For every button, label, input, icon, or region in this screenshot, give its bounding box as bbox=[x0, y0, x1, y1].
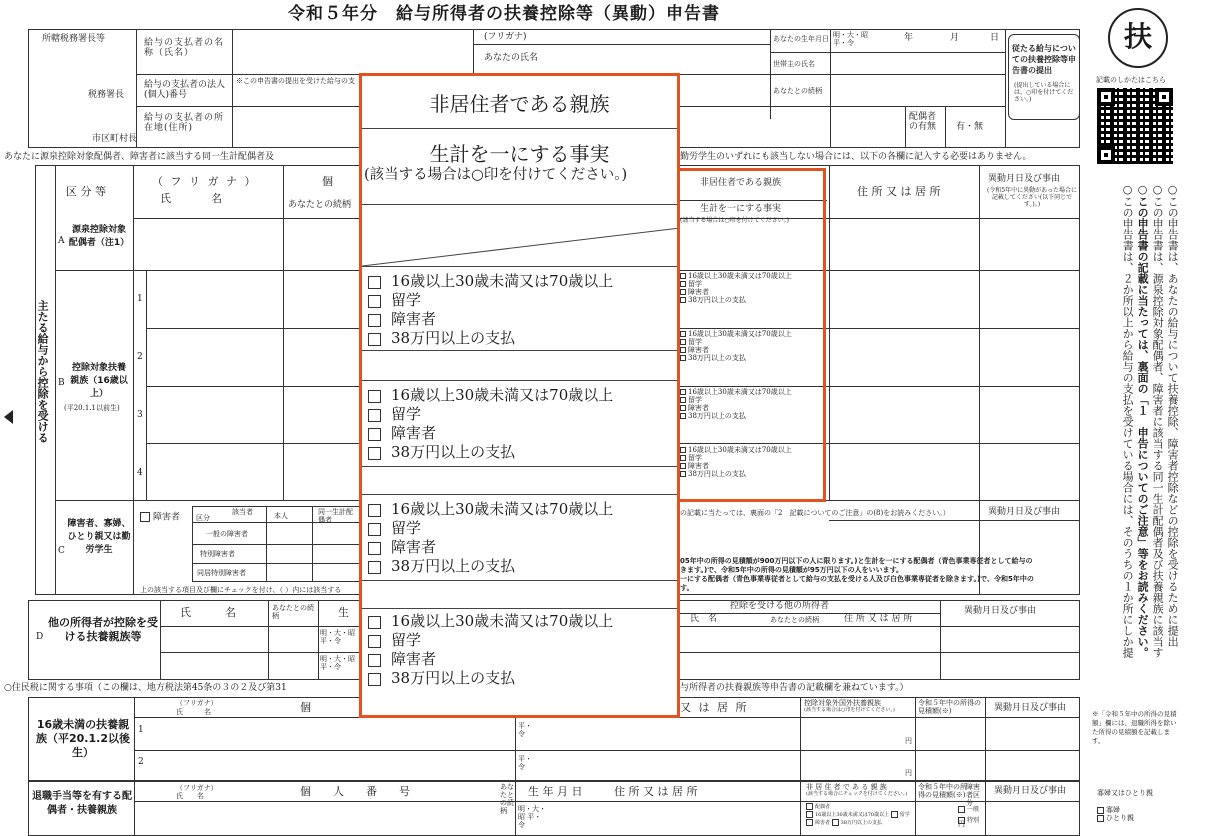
zoom-option[interactable]: 16歳以上30歳未満又は70歳以上 bbox=[368, 500, 613, 519]
right-note-2: ○この申告書は、源泉控除対象配偶者、障害者に該当する同一生計配偶者及び扶養親族に該当す bbox=[1151, 183, 1165, 658]
section-d-label: 他の所得者が控除を受ける扶養親族等 bbox=[48, 616, 158, 643]
small-option[interactable]: 16歳以上30歳未満又は70歳以上 bbox=[680, 446, 792, 454]
payer-number-note: ※この申告書の提出を受けた給与の支 bbox=[236, 77, 355, 85]
small-option[interactable]: 16歳以上30歳未満又は70歳以上 bbox=[680, 272, 792, 280]
employer-box-label: 従たる給与についての扶養控除等申告書の提出 bbox=[1012, 44, 1076, 75]
retire-opt[interactable]: 16歳以上30歳未満又は70歳以上 留学 bbox=[806, 811, 910, 819]
under16-nonres-note: (該当する場合は○印を付けてください。) bbox=[804, 707, 895, 713]
row-c-letter: C bbox=[58, 546, 65, 556]
row-c-note: 上の該当する項目及び欄にチェックを付け、（ ）内には該当する bbox=[140, 586, 342, 594]
badge-label: 扶 bbox=[1123, 20, 1152, 53]
resident-tax-line-end: 与所得者の扶養親族等申告書の記載欄を兼ねています。） bbox=[680, 683, 909, 693]
under16-yen-2: 円 bbox=[905, 769, 912, 777]
under16-income: 令和５年中の所得の見積額(※) bbox=[918, 699, 981, 716]
small-option[interactable]: 留学 bbox=[680, 280, 792, 288]
retire-furigana: （フリガナ） bbox=[176, 784, 218, 792]
employer-box-note: (提出している場合には、○印を付けてください。) bbox=[1014, 82, 1074, 103]
disabled-checkbox[interactable] bbox=[140, 512, 180, 523]
under16-individual: 個 bbox=[300, 701, 311, 714]
row-c-note-4: す。 bbox=[680, 584, 694, 592]
row-a-label: 源泉控除対象配偶者（注1） bbox=[68, 225, 130, 248]
widow-opt[interactable]: 寡婦 bbox=[1097, 806, 1134, 814]
under16-row-2: 2 bbox=[138, 757, 144, 767]
section-d-change: 異動月日及び事由 bbox=[964, 606, 1037, 616]
row-b-note: (平20.1.1以前生) bbox=[64, 404, 120, 412]
spouse-label: 配偶者の有無 bbox=[909, 112, 937, 133]
zoom-option[interactable]: 38万円以上の支払 bbox=[368, 443, 613, 462]
zoom-option[interactable]: 16歳以上30歳未満又は70歳以上 bbox=[368, 612, 613, 631]
under16-furigana: （フリガナ） bbox=[176, 699, 218, 707]
small-option[interactable]: 留学 bbox=[680, 338, 792, 346]
row-c-label: 障害者、寡婦、ひとり親又は勤労学生 bbox=[67, 519, 131, 555]
retire-era: 明・大・昭 平・令 bbox=[518, 805, 546, 830]
row-number-3: 3 bbox=[137, 410, 143, 420]
row-number-2: 2 bbox=[137, 352, 143, 362]
row-c-note-1: 05年中の所得の見積額が900万円以下の人に限ります。)と生計を一にする配偶者（青色事業専従者として給与の bbox=[680, 557, 1033, 565]
row-number-4: 4 bbox=[137, 468, 143, 478]
highlight-frame bbox=[674, 168, 826, 502]
badge bbox=[1108, 8, 1168, 68]
disabled-grid-self: 本人 bbox=[274, 512, 288, 520]
under16-era-2: 平・令 bbox=[518, 755, 532, 772]
small-option[interactable]: 障害者 bbox=[680, 404, 792, 412]
retire-name: 氏 名 bbox=[176, 792, 204, 800]
zoom-options-1 bbox=[368, 272, 613, 348]
small-option[interactable]: 留学 bbox=[680, 396, 792, 404]
form-title: 令和５年分 給与所得者の扶養控除等（異動）申告書 bbox=[288, 4, 720, 24]
payer-number-label: 給与の支払者の法人(個人)番号 bbox=[144, 80, 226, 101]
zoom-option[interactable]: 障害者 bbox=[368, 424, 613, 443]
under16-label: 16歳未満の扶養親族（平20.1.2以後生） bbox=[36, 718, 130, 759]
qr-finder-icon bbox=[1097, 146, 1115, 164]
zoom-options-2 bbox=[368, 386, 613, 462]
small-option[interactable]: 障害者 bbox=[680, 288, 792, 296]
col-name: 氏 名 bbox=[160, 192, 228, 205]
retire-income: 令和５年中の所得の見積額(※) bbox=[918, 783, 967, 800]
retire-relation: あなたとの続柄 bbox=[500, 783, 514, 816]
disabled-grid-special: 特別障害者 bbox=[200, 550, 235, 558]
col-change-note: (令和5年中に異動があった場合に記載してください(以下同じです。)。) bbox=[986, 187, 1078, 208]
section-d-era-2: 明・大・昭 平・令 bbox=[320, 655, 355, 672]
section-d-other-name: 氏 名 bbox=[690, 614, 718, 624]
zoom-option[interactable]: 留学 bbox=[368, 519, 613, 538]
under16-name: 氏 名 bbox=[176, 708, 211, 716]
disabled-grid-cohab: 同居特別障害者 bbox=[197, 569, 246, 577]
zoom-option[interactable]: 留学 bbox=[368, 405, 613, 424]
main-side-label: 主たる給与から控除を受ける bbox=[36, 300, 50, 443]
city-label: 市区町村長 bbox=[92, 134, 138, 144]
small-option[interactable]: 留学 bbox=[680, 454, 792, 462]
zoom-option[interactable]: 38万円以上の支払 bbox=[368, 557, 613, 576]
small-option[interactable]: 障害者 bbox=[680, 346, 792, 354]
row-c-note-3: 一にする配偶者（青色事業専従者として給与の支払を受ける人及び白色事業専従者を除きます。)で、令和5年中の bbox=[680, 575, 1034, 583]
birthdate-label: あなたの生年月日 bbox=[773, 35, 829, 43]
col-relation: あなたとの続柄 bbox=[288, 200, 352, 210]
small-option[interactable]: 16歳以上30歳未満又は70歳以上 bbox=[680, 388, 792, 396]
retire-opts bbox=[806, 803, 910, 827]
payer-address-label: 給与の支払者の所在地(住所) bbox=[144, 113, 225, 134]
relationship-label: あなたとの続柄 bbox=[773, 87, 822, 95]
row-c-change: 異動月日及び事由 bbox=[988, 507, 1061, 517]
zoom-title-nonresident: 非居住者である親族 bbox=[429, 92, 610, 116]
under16-row-1: 1 bbox=[138, 725, 144, 735]
zoom-diagonal bbox=[362, 226, 680, 268]
disabled-grid-target: 該当者 bbox=[232, 508, 253, 516]
right-note-1: ○この申告書は、あなたの給与について扶養控除、障害者控除などの控除を受けるために提出 bbox=[1166, 183, 1180, 647]
row-a-letter: A bbox=[58, 236, 65, 246]
row-c-note-2: きます。)で、令和5年中の所得の見積額が95万円以下の人をいいます。 bbox=[680, 566, 904, 574]
zoom-note: (該当する場合は○印を付けてください。) bbox=[364, 167, 628, 183]
right-note-4: ○この申告書は、２か所以上から給与の支払を受けている場合には、そのうちの１か所にしか提 bbox=[1121, 183, 1135, 658]
zoom-option[interactable]: 障害者 bbox=[368, 310, 613, 329]
under16-nonres: 控除対象外国外扶養親族 bbox=[804, 699, 881, 707]
right-note-3: ○この申告書の記載に当たっては、裏面の「１ 申告についてのご注意」等をお読みください。 bbox=[1136, 183, 1150, 658]
disabled-grid-spouse: 同一生計配偶者 bbox=[318, 508, 353, 525]
small-livelihood-note: (該当する場合は○印を付けてください。) bbox=[680, 217, 789, 224]
retire-opt[interactable]: 障害者 38万円以上の支払 bbox=[806, 819, 910, 827]
under16-note: ※「令和５年中の所得の見積額」欄には、退職所得を除いた所得の見積額を記載します。 bbox=[1092, 710, 1177, 745]
small-option[interactable]: 38万円以上の支払 bbox=[680, 470, 792, 478]
section-d-birth: 生 bbox=[338, 606, 349, 619]
furigana-label: (フリガナ) bbox=[484, 32, 527, 42]
retire-birth: 生 年 月 日 bbox=[528, 785, 583, 798]
small-livelihood-title: 生計を一にする事実 bbox=[700, 204, 782, 214]
tax-office-suffix: 税務署長 bbox=[88, 90, 125, 100]
zoom-callout bbox=[359, 73, 680, 718]
retire-widow: 寡婦又はひとり親 bbox=[1097, 789, 1153, 797]
year-label: 年 bbox=[904, 33, 914, 43]
retire-widow-opts bbox=[1097, 806, 1134, 822]
tax-office-label: 所轄税務署長等 bbox=[42, 34, 106, 44]
zoom-option[interactable]: 38万円以上の支払 bbox=[368, 669, 613, 688]
zoom-option[interactable]: 留学 bbox=[368, 631, 613, 650]
qr-finder-icon bbox=[1097, 88, 1115, 106]
col-change: 異動月日及び事由 bbox=[988, 174, 1061, 184]
zoom-option[interactable]: 16歳以上30歳未満又は70歳以上 bbox=[368, 386, 613, 405]
under16-yen-1: 円 bbox=[905, 737, 912, 745]
row-number-1: 1 bbox=[137, 294, 143, 304]
payer-name-label: 給与の支払者の名称（氏名） bbox=[144, 38, 225, 59]
row-b-letter: B bbox=[58, 378, 65, 388]
col-address: 住 所 又 は 居 所 bbox=[857, 185, 941, 198]
small-option[interactable]: 38万円以上の支払 bbox=[680, 296, 792, 304]
col-category: 区 分 等 bbox=[66, 185, 106, 198]
retire-nonres: 非 居 住 者 で あ る 親 族 bbox=[806, 783, 887, 791]
small-nonres-title: 非居住者である親族 bbox=[700, 178, 782, 188]
section-d-relation: あなたとの続柄 bbox=[272, 604, 314, 621]
retire-change: 異動月日及び事由 bbox=[994, 786, 1067, 796]
checkbox-icon[interactable] bbox=[140, 512, 150, 522]
your-name-label: あなたの氏名 bbox=[484, 53, 539, 63]
under16-change: 異動月日及び事由 bbox=[994, 703, 1067, 713]
section-d-era-1: 明・大・昭 平・令 bbox=[320, 629, 355, 646]
householder-label: 世帯主の氏名 bbox=[773, 60, 815, 68]
section-d-name: 氏 名 bbox=[180, 606, 240, 619]
zoom-option[interactable]: 障害者 bbox=[368, 538, 613, 557]
small-option[interactable]: 16歳以上30歳未満又は70歳以上 bbox=[680, 330, 792, 338]
retire-yen: 円 bbox=[958, 820, 965, 828]
col-individual: 個 bbox=[322, 175, 333, 188]
widow-opt[interactable]: ひとり親 bbox=[1097, 814, 1134, 822]
arrow-left-icon bbox=[4, 410, 13, 424]
section-d-letter: D bbox=[36, 632, 44, 642]
qr-finder-icon bbox=[1155, 88, 1173, 106]
retire-individual: 個 人 番 号 bbox=[300, 785, 410, 798]
zoom-option[interactable]: 16歳以上30歳未満又は70歳以上 bbox=[368, 272, 613, 291]
under16-address: 又 は 居 所 bbox=[680, 701, 749, 714]
retire-class: 障害者区分 bbox=[966, 783, 980, 808]
retire-special[interactable]: 特別 bbox=[958, 817, 979, 825]
notice-line-end: 勤労学生のいずれにも該当しない場合には、以下の各欄に記入する必要はありません。 bbox=[680, 152, 1032, 162]
small-option[interactable]: 38万円以上の支払 bbox=[680, 412, 792, 420]
disabled-grid-head: 区分 bbox=[196, 514, 210, 522]
retire-address: 住 所 又 は 居 所 bbox=[614, 785, 698, 798]
era-labels: 明・大・昭 平・令 bbox=[833, 31, 868, 48]
retire-opt[interactable]: 配偶者 bbox=[806, 803, 910, 811]
zoom-title-livelihood: 生計を一にする事実 bbox=[429, 142, 610, 166]
col-furigana: （ フ リ ガ ナ ） bbox=[152, 175, 258, 188]
spouse-value[interactable]: 有・無 bbox=[956, 122, 984, 132]
retire-general[interactable]: 一般 bbox=[958, 806, 979, 814]
small-option[interactable]: 障害者 bbox=[680, 462, 792, 470]
under16-era-1: 平・令 bbox=[518, 722, 532, 739]
month-label: 月 bbox=[950, 33, 960, 43]
zoom-option[interactable]: 障害者 bbox=[368, 650, 613, 669]
section-d-other-address: 住 所 又 は 居 所 bbox=[844, 614, 913, 624]
day-label: 日 bbox=[990, 33, 1000, 43]
disabled-grid-general: 一般の障害者 bbox=[206, 530, 248, 538]
retire-nonres-note: (該当する場合にチェックを付けてください。) bbox=[806, 791, 908, 797]
zoom-options-4 bbox=[368, 612, 613, 688]
resident-tax-line: ○住民税に関する事項（この欄は、地方税法第45条の３の２及び第31 bbox=[4, 683, 287, 693]
row-b-label: 控除対象扶養親族（16歳以上） bbox=[70, 363, 128, 399]
small-option[interactable]: 38万円以上の支払 bbox=[680, 354, 792, 362]
notice-line: あなたに源泉控除対象配偶者、障害者に該当する同一生計配偶者及 bbox=[4, 152, 275, 162]
section-d-other-relation: あなたとの続柄 bbox=[770, 616, 819, 624]
row-c-right: の記載に当たっては、裏面の「2 記載についてのご注意」の(8)をお読みください。） bbox=[680, 509, 950, 517]
how-to-write-label[interactable]: 記載のしかたはこちら bbox=[1096, 76, 1166, 84]
zoom-option[interactable]: 38万円以上の支払 bbox=[368, 329, 613, 348]
zoom-options-3 bbox=[368, 500, 613, 576]
section-d-other-header: 控除を受ける他の所得者 bbox=[730, 601, 830, 611]
zoom-option[interactable]: 留学 bbox=[368, 291, 613, 310]
retire-label: 退職手当等を有する配偶者・扶養親族 bbox=[32, 791, 132, 816]
disabled-label: 障害者 bbox=[153, 512, 181, 523]
